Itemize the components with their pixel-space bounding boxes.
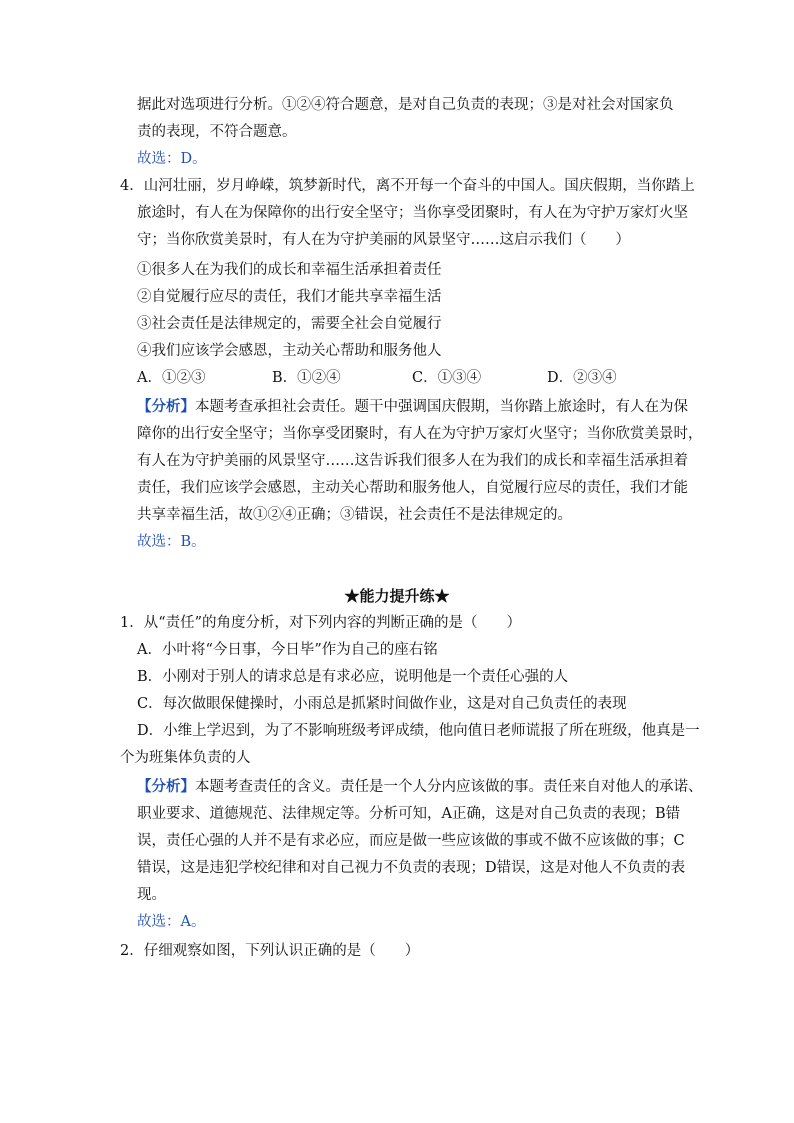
section-title: ★能力提升练★: [344, 587, 450, 605]
q4-analysis-line-2: 障你的出行安全坚守；当你享受团聚时，有人在为守护万家灯火坚守；当你欣赏美景时，: [137, 426, 703, 442]
q1-option-d-line-1: D．小维上学迟到，为了不影响班级考评成绩，他向值日老师谎报了所在班级，他真是一: [137, 723, 700, 739]
q4-analysis-text-1: 本题考查承担社会责任。题干中强调国庆假期，当你踏上旅途时，有人在为保: [195, 399, 688, 415]
q4-answer: 故选：B。: [137, 534, 206, 550]
q4-option-a: A．①②③: [137, 370, 206, 386]
q4-analysis-line-1: [137, 398, 688, 416]
q1-option-c: C．每次做眼保健操时，小雨总是抓紧时间做作业，这是对自己负责任的表现: [137, 696, 627, 712]
q1-option-b: B．小刚对于别人的请求总是有求必应，说明他是一个责任心强的人: [137, 669, 569, 685]
q1-analysis-line-3: 误，责任心强的人并不是有求必应，而应是做一些应该做的事或不做不应该做的事；C: [137, 833, 685, 849]
q1-option-a: A．小叶将“今日事，今日毕”作为自己的座右铭: [137, 642, 438, 658]
q1-stem: 1．从“责任”的角度分析，对下列内容的判断正确的是（ ）: [120, 615, 522, 631]
q4-item-2: ②自觉履行应尽的责任，我们才能共享幸福生活: [137, 289, 442, 305]
q1-option-d-line-2: 个为班集体负责的人: [120, 750, 251, 766]
q4-stem-line-3: 守；当你欣赏美景时，有人在为守护美丽的风景坚守……这启示我们（ ）: [137, 232, 630, 248]
q4-stem-line-1: 4．山河壮丽，岁月峥嵘，筑梦新时代，离不开每一个奋斗的中国人。国庆假期，当你踏上: [120, 178, 695, 194]
q4-option-b: B．①②④: [272, 370, 341, 386]
q1-analysis-text-1: 本题考查责任的含义。责任是一个人分内应该做的事。责任来自对他人的承诺、: [195, 779, 703, 795]
prev-analysis-line-1: 据此对选项进行分析。①②④符合题意，是对自己负责的表现；③是对社会对国家负: [137, 97, 674, 113]
q1-analysis-line-2: 职业要求、道德规范、法律规定等。分析可知，A正确，这是对自己负责的表现；B错: [137, 806, 681, 822]
q1-answer: 故选：A。: [137, 914, 206, 930]
q1-analysis-tag: 【分析】: [137, 778, 195, 795]
q4-item-1: ①很多人在为我们的成长和幸福生活承担着责任: [137, 262, 442, 278]
q1-analysis-line-4: 错误，这是违犯学校纪律和对自己视力不负责的表现；D错误，这是对他人不负责的表: [137, 860, 686, 876]
q4-analysis-line-3: 有人在为守护美丽的风景坚守……这告诉我们很多人在为我们的成长和幸福生活承担着: [137, 453, 688, 469]
prev-answer: 故选：D。: [137, 151, 207, 167]
q2-stem: 2．仔细观察如图，下列认识正确的是（ ）: [120, 943, 420, 959]
q4-option-d: D．②③④: [547, 370, 617, 386]
q4-item-3: ③社会责任是法律规定的，需要全社会自觉履行: [137, 316, 442, 332]
prev-analysis-line-2: 责的表现，不符合题意。: [137, 124, 297, 140]
q4-analysis-line-4: 责任，我们应该学会感恩，主动关心帮助和服务他人，自觉履行应尽的责任，我们才能: [137, 480, 688, 496]
q1-analysis-line-1: [137, 778, 703, 796]
q4-item-4: ④我们应该学会感恩，主动关心帮助和服务他人: [137, 343, 442, 359]
q4-stem-line-2: 旅途时，有人在为保障你的出行安全坚守；当你享受团聚时，有人在为守护万家灯火坚: [137, 205, 688, 221]
q4-option-c: C．①③④: [412, 370, 482, 386]
q1-analysis-line-5: 现。: [137, 887, 166, 903]
q4-analysis-tag: 【分析】: [137, 398, 195, 415]
q4-analysis-line-5: 共享幸福生活，故①②④正确；③错误，社会责任不是法律规定的。: [137, 507, 572, 523]
